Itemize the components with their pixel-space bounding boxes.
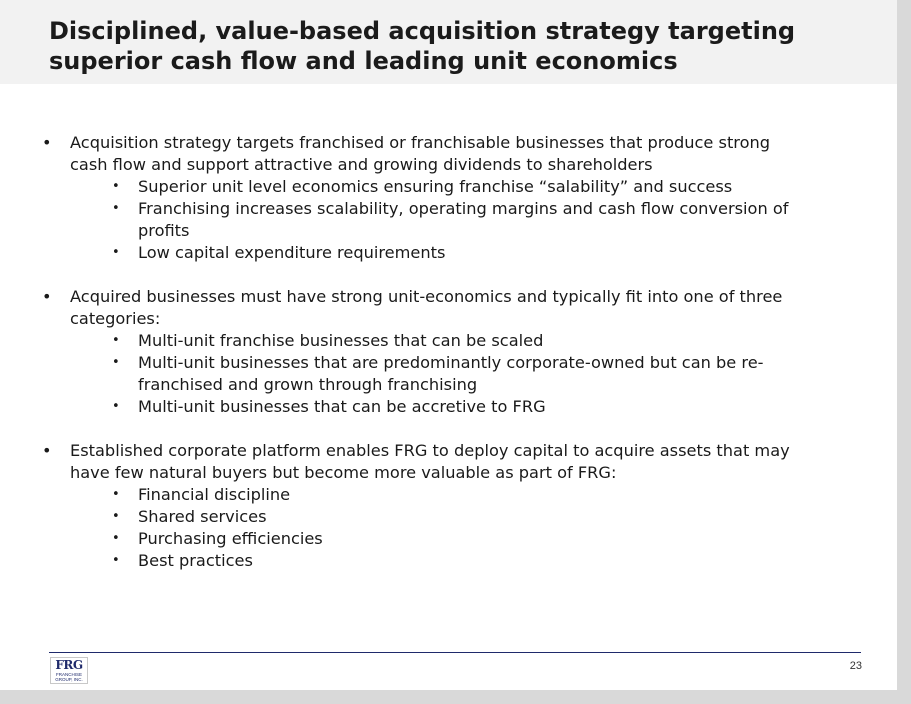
sub-bullet-dot: • xyxy=(112,201,120,216)
sub-bullet-dot: • xyxy=(112,487,120,502)
sub-bullet xyxy=(40,484,870,506)
sub-bullet xyxy=(40,198,870,242)
bullet-acquired-businesses xyxy=(40,286,870,330)
sub-bullet-dot: • xyxy=(112,531,120,546)
sub-bullet-text-line-2: franchised and grown through franchising xyxy=(138,375,478,394)
title-line-2: superior cash flow and leading unit economics xyxy=(49,47,678,75)
sub-bullet-text: Superior unit level economics ensuring franchise “salability” and success xyxy=(138,177,733,196)
sub-bullet-text: Financial discipline xyxy=(138,485,291,504)
bullet-text-line-1: Acquired businesses must have strong unit-economics and typically fit into one of three xyxy=(70,287,783,306)
title-band xyxy=(0,0,897,84)
sub-bullet xyxy=(40,550,870,572)
sub-bullet xyxy=(40,330,870,352)
sub-bullet xyxy=(40,528,870,550)
sub-bullet-dot: • xyxy=(112,553,120,568)
sub-bullet-dot: • xyxy=(112,179,120,194)
slide-title xyxy=(49,16,869,76)
frg-logo xyxy=(50,657,88,684)
spacer xyxy=(40,264,870,286)
sub-bullet-text-line-1: Franchising increases scalability, operating margins and cash flow conversion of xyxy=(138,199,789,218)
sub-bullet xyxy=(40,242,870,264)
bullet-text-line-2: have few natural buyers but become more valuable as part of FRG: xyxy=(70,463,617,482)
sub-bullet-text: Best practices xyxy=(138,551,253,570)
bullet-dot: • xyxy=(42,287,52,306)
sub-bullet xyxy=(40,396,870,418)
logo-subtext-line-2: GROUP, INC. xyxy=(55,677,83,682)
slide-body xyxy=(40,132,870,572)
bullet-text-line-2: categories: xyxy=(70,309,161,328)
sub-bullet-text: Purchasing efficiencies xyxy=(138,529,323,548)
title-line-1: Disciplined, value-based acquisition strategy targeting xyxy=(49,17,796,45)
bullet-corporate-platform xyxy=(40,440,870,484)
sub-bullet-text-line-2: profits xyxy=(138,221,190,240)
logo-subtext-line-1: FRANCHISE xyxy=(55,672,82,677)
spacer xyxy=(40,418,870,440)
sub-bullet-text: Shared services xyxy=(138,507,267,526)
footer-divider xyxy=(49,652,861,653)
sub-bullet xyxy=(40,176,870,198)
bullet-acquisition-strategy xyxy=(40,132,870,176)
sub-bullet-text: Low capital expenditure requirements xyxy=(138,243,446,262)
sub-bullet-dot: • xyxy=(112,399,120,414)
sub-bullet-dot: • xyxy=(112,245,120,260)
sub-bullet-dot: • xyxy=(112,333,120,348)
logo-text: FRG xyxy=(55,658,83,672)
sub-bullet xyxy=(40,352,870,396)
sub-bullet-text-line-1: Multi-unit businesses that are predominantly corporate-owned but can be re- xyxy=(138,353,764,372)
sub-bullet-dot: • xyxy=(112,509,120,524)
bullet-text-line-1: Acquisition strategy targets franchised or franchisable businesses that produce strong xyxy=(70,133,771,152)
bullet-dot: • xyxy=(42,133,52,152)
sub-bullet-text: Multi-unit franchise businesses that can be scaled xyxy=(138,331,544,350)
bullet-text-line-1: Established corporate platform enables FRG to deploy capital to acquire assets that may xyxy=(70,441,790,460)
sub-bullet-dot: • xyxy=(112,355,120,370)
sub-bullet xyxy=(40,506,870,528)
bullet-text-line-2: cash flow and support attractive and growing dividends to shareholders xyxy=(70,155,653,174)
page-number: 23 xyxy=(849,660,862,672)
bullet-dot: • xyxy=(42,441,52,460)
sub-bullet-text: Multi-unit businesses that can be accretive to FRG xyxy=(138,397,546,416)
